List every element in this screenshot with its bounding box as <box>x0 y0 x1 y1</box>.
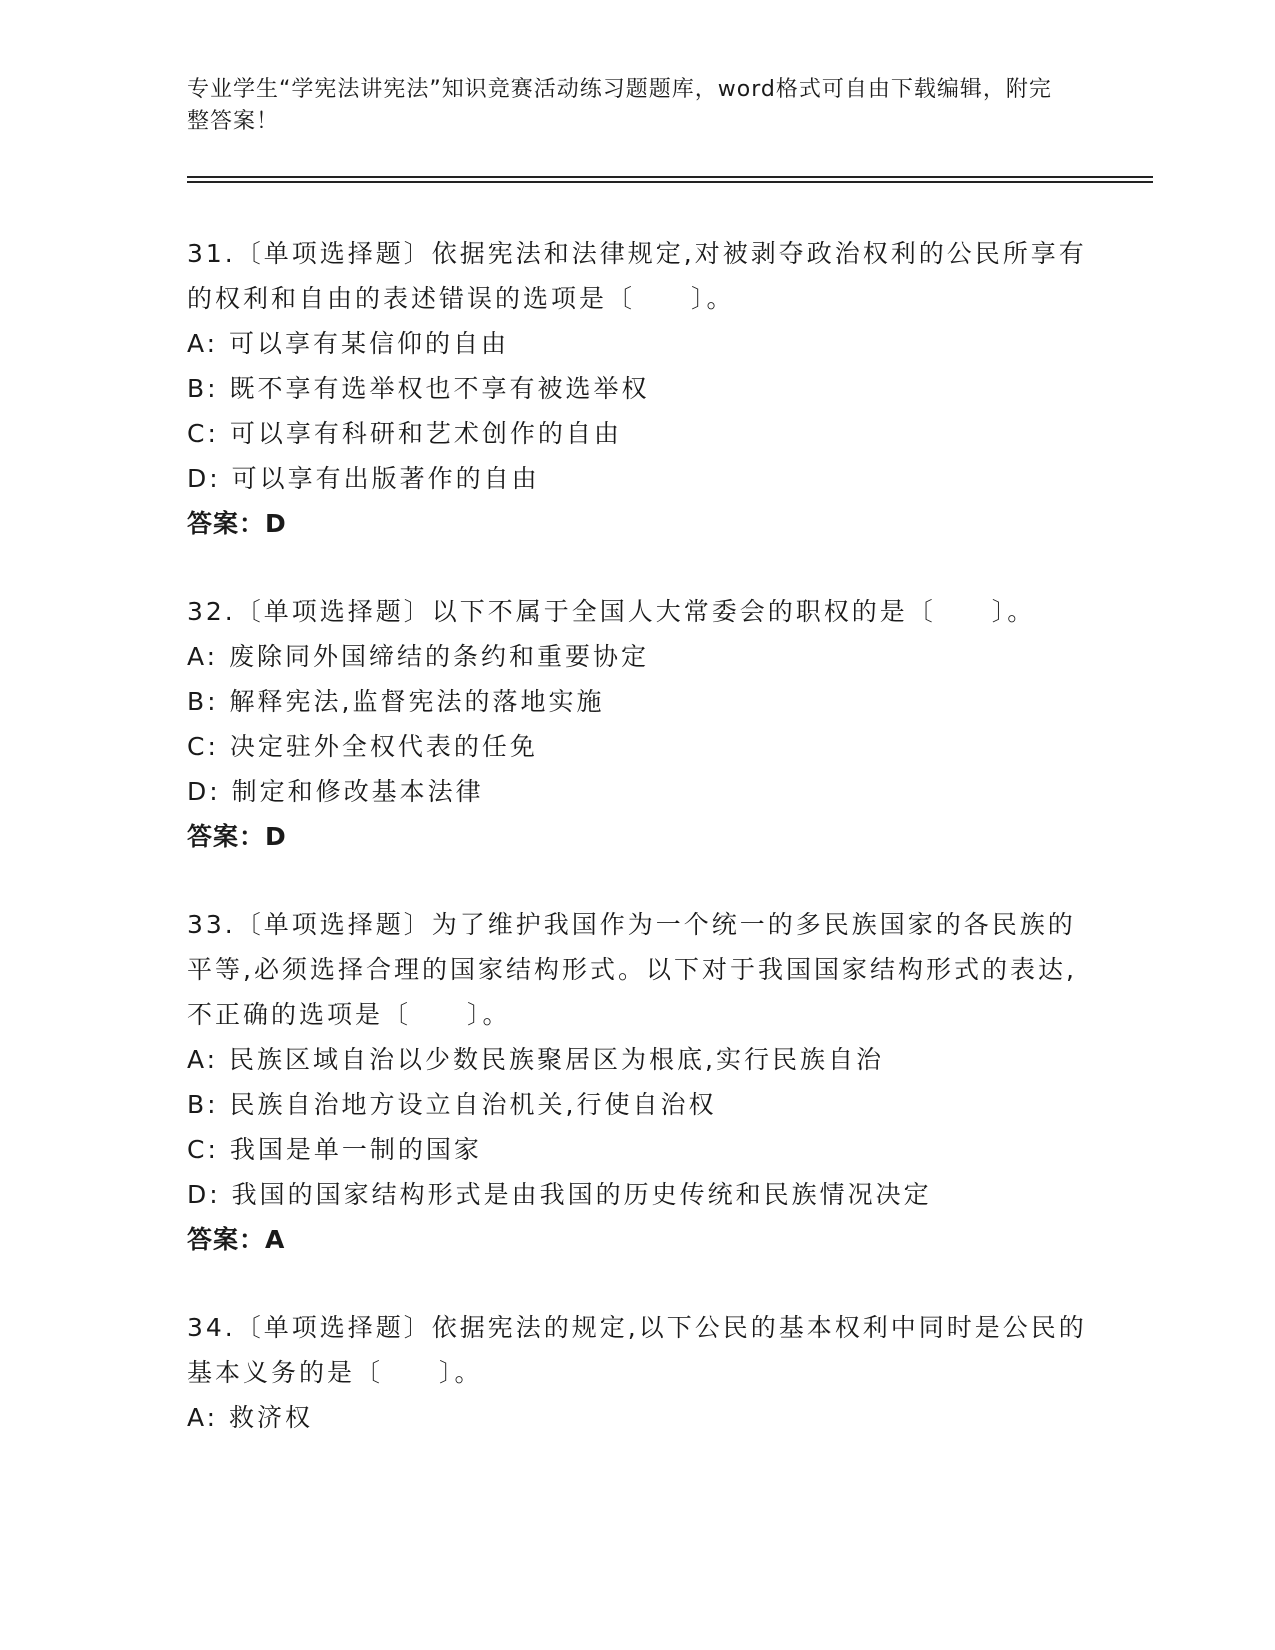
question-spacer <box>187 1262 1087 1305</box>
question-34 <box>187 1305 1087 1440</box>
answer: 答案：D <box>187 509 287 538</box>
option-c: C: 决定驻外全权代表的任免 <box>187 732 538 761</box>
answer: 答案：A <box>187 1225 286 1254</box>
option-b: B: 既不享有选举权也不享有被选举权 <box>187 374 650 403</box>
document-header: 专业学生“学宪法讲宪法”知识竞赛活动练习题题库，word格式可自由下载编辑，附完整答案！ <box>187 77 1052 134</box>
option-a: A: 废除同外国缔结的条约和重要协定 <box>187 642 650 671</box>
question-32 <box>187 589 1087 859</box>
question-spacer <box>187 859 1087 902</box>
question-33 <box>187 902 1087 1262</box>
option-b: B: 民族自治地方设立自治机关,行使自治权 <box>187 1090 717 1119</box>
header-rule-bottom <box>187 181 1153 183</box>
answer: 答案：D <box>187 822 287 851</box>
question-stem: 32.〔单项选择题〕以下不属于全国人大常委会的职权的是〔 〕。 <box>187 597 1036 626</box>
question-spacer <box>187 546 1087 589</box>
option-a: A: 救济权 <box>187 1403 314 1432</box>
question-stem: 33.〔单项选择题〕为了维护我国作为一个统一的多民族国家的各民族的平等,必须选择合理的国家结构形式。以下对于我国国家结构形式的表达,不正确的选项是〔 〕。 <box>187 910 1077 1029</box>
option-c: C: 可以享有科研和艺术创作的自由 <box>187 419 622 448</box>
header-rule-top <box>187 176 1153 178</box>
option-b: B: 解释宪法,监督宪法的落地实施 <box>187 687 605 716</box>
question-stem: 34.〔单项选择题〕依据宪法的规定,以下公民的基本权利中同时是公民的基本义务的是〔 〕。 <box>187 1313 1087 1387</box>
option-d: D: 制定和修改基本法律 <box>187 777 484 806</box>
option-d: D: 我国的国家结构形式是由我国的历史传统和民族情况决定 <box>187 1180 932 1209</box>
question-list <box>187 231 1087 1440</box>
question-31 <box>187 231 1087 546</box>
option-a: A: 民族区域自治以少数民族聚居区为根底,实行民族自治 <box>187 1045 884 1074</box>
option-a: A: 可以享有某信仰的自由 <box>187 329 510 358</box>
question-stem: 31.〔单项选择题〕依据宪法和法律规定,对被剥夺政治权利的公民所享有的权利和自由的表述错误的选项是〔 〕。 <box>187 239 1087 313</box>
option-d: D: 可以享有出版著作的自由 <box>187 464 540 493</box>
option-c: C: 我国是单一制的国家 <box>187 1135 482 1164</box>
